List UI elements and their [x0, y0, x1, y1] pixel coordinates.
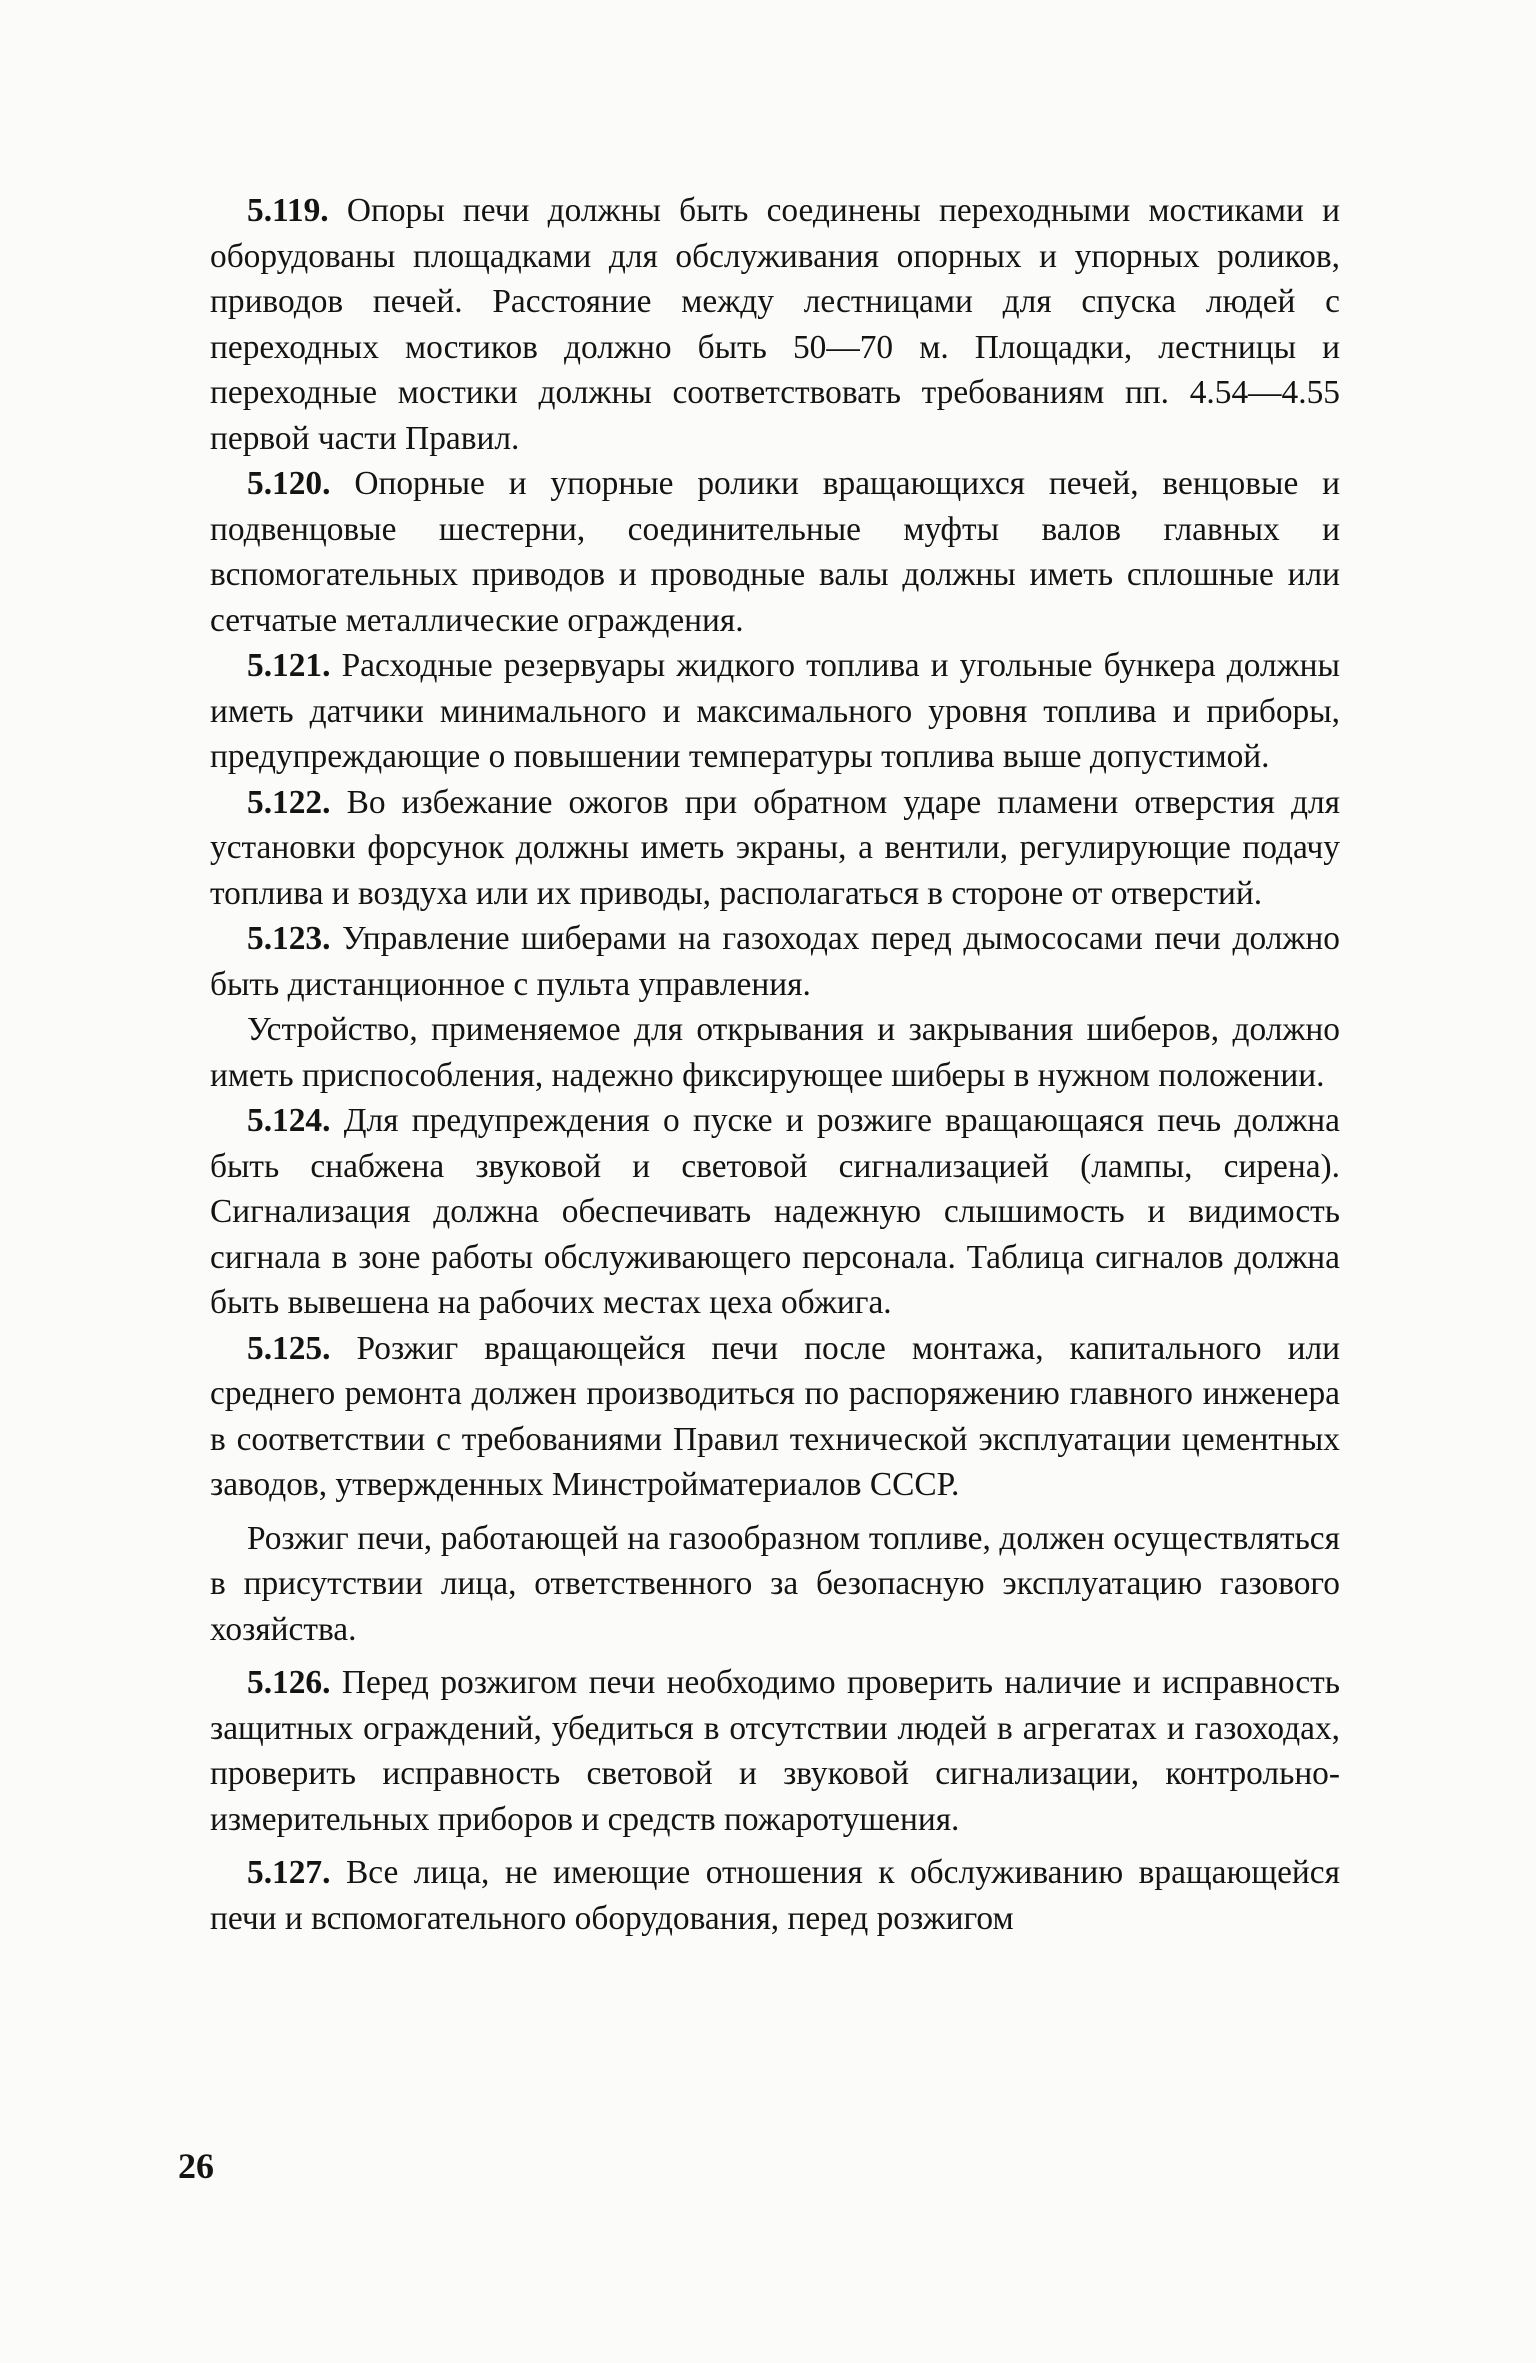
paragraph-number: 5.121.	[247, 647, 331, 684]
paragraph-5-122	[210, 780, 1340, 917]
paragraph-5-120	[210, 461, 1340, 643]
paragraph-text: Все лица, не имеющие отношения к обслуживанию вращающейся печи и вспомогательного оборудования, перед розжигом	[210, 1854, 1340, 1937]
paragraph-5-125	[210, 1326, 1340, 1508]
paragraph-number: 5.125.	[247, 1329, 331, 1367]
paragraph-number: 5.124.	[247, 1102, 331, 1139]
paragraph-5-124	[210, 1098, 1340, 1326]
paragraph-5-123-continued	[210, 1007, 1340, 1098]
paragraph-5-123	[210, 916, 1340, 1007]
paragraph-text: Расходные резервуары жидкого топлива и угольные бункера должны иметь датчики минимального и максимального уровня топлива и приборы, предупреждающие о повышении температуры топлива выше допустимой.	[210, 647, 1340, 775]
paragraph-number: 5.122.	[247, 783, 331, 821]
paragraph-text: Опорные и упорные ролики вращающихся печей, венцовые и подвенцовые шестерни, соединительные муфты валов главных и вспомогательных приводов и проводные валы должны иметь сплошные или сетчатые металлические ограждения.	[210, 465, 1340, 639]
paragraph-5-121	[210, 643, 1340, 780]
paragraph-number: 5.123.	[247, 920, 331, 957]
paragraph-number: 5.120.	[247, 465, 331, 502]
paragraph-5-127	[210, 1850, 1340, 1941]
paragraph-5-119	[210, 188, 1340, 461]
page-number: 26	[178, 2146, 214, 2186]
paragraph-number: 5.119.	[247, 192, 329, 229]
paragraph-number: 5.126.	[247, 1664, 331, 1701]
paragraph-text: Во избежание ожогов при обратном ударе пламени отверстия для установки форсунок должны иметь экраны, а вентили, регулирующие подачу топлива и воздуха или их приводы, располагаться в стороне от отверстий.	[210, 783, 1340, 912]
paragraph-text: Управление шиберами на газоходах перед дымососами печи должно быть дистанционное с пульта управления.	[210, 920, 1340, 1003]
paragraph-text: Опоры печи должны быть соединены переходными мостиками и оборудованы площадками для обслуживания опорных и упорных роликов, приводов печей. Расстояние между лестницами для спуска людей с переходных мостиков должно быть 50—70 м. Площадки, лестницы и переходные мостики должны соответствовать требованиям пп. 4.54—4.55 первой части Правил.	[210, 192, 1340, 457]
paragraph-5-125-continued	[210, 1516, 1340, 1653]
paragraph-text: Перед розжигом печи необходимо проверить наличие и исправность защитных ограждений, убедиться в отсутствии людей в агрегатах и газоходах, проверить исправность световой и звуковой сигнализации, контрольно-измерительных приборов и средств пожаротушения.	[210, 1664, 1340, 1838]
paragraph-5-126	[210, 1660, 1340, 1842]
paragraph-text: Устройство, применяемое для открывания и закрывания шиберов, должно иметь приспособления, надежно фиксирующее шиберы в нужном положении.	[210, 1011, 1340, 1094]
paragraph-text: Для предупреждения о пуске и розжиге вращающаяся печь должна быть снабжена звуковой и световой сигнализацией (лампы, сирена). Сигнализация должна обеспечивать надежную слышимость и видимость сигнала в зоне работы обслуживающего персонала. Таблица сигналов должна быть вывешена на рабочих местах цеха обжига.	[210, 1102, 1340, 1321]
text-column	[210, 188, 1340, 1941]
paragraph-text: Розжиг вращающейся печи после монтажа, капитального или среднего ремонта должен производиться по распоряжению главного инженера в соответствии с требованиями Правил технической эксплуатации цементных заводов, утвержденных Минстройматериалов СССР.	[210, 1329, 1340, 1503]
paragraph-text: Розжиг печи, работающей на газообразном топливе, должен осуществляться в присутствии лица, ответственного за безопасную эксплуатацию газового хозяйства.	[210, 1519, 1340, 1648]
paragraph-number: 5.127.	[247, 1854, 331, 1891]
